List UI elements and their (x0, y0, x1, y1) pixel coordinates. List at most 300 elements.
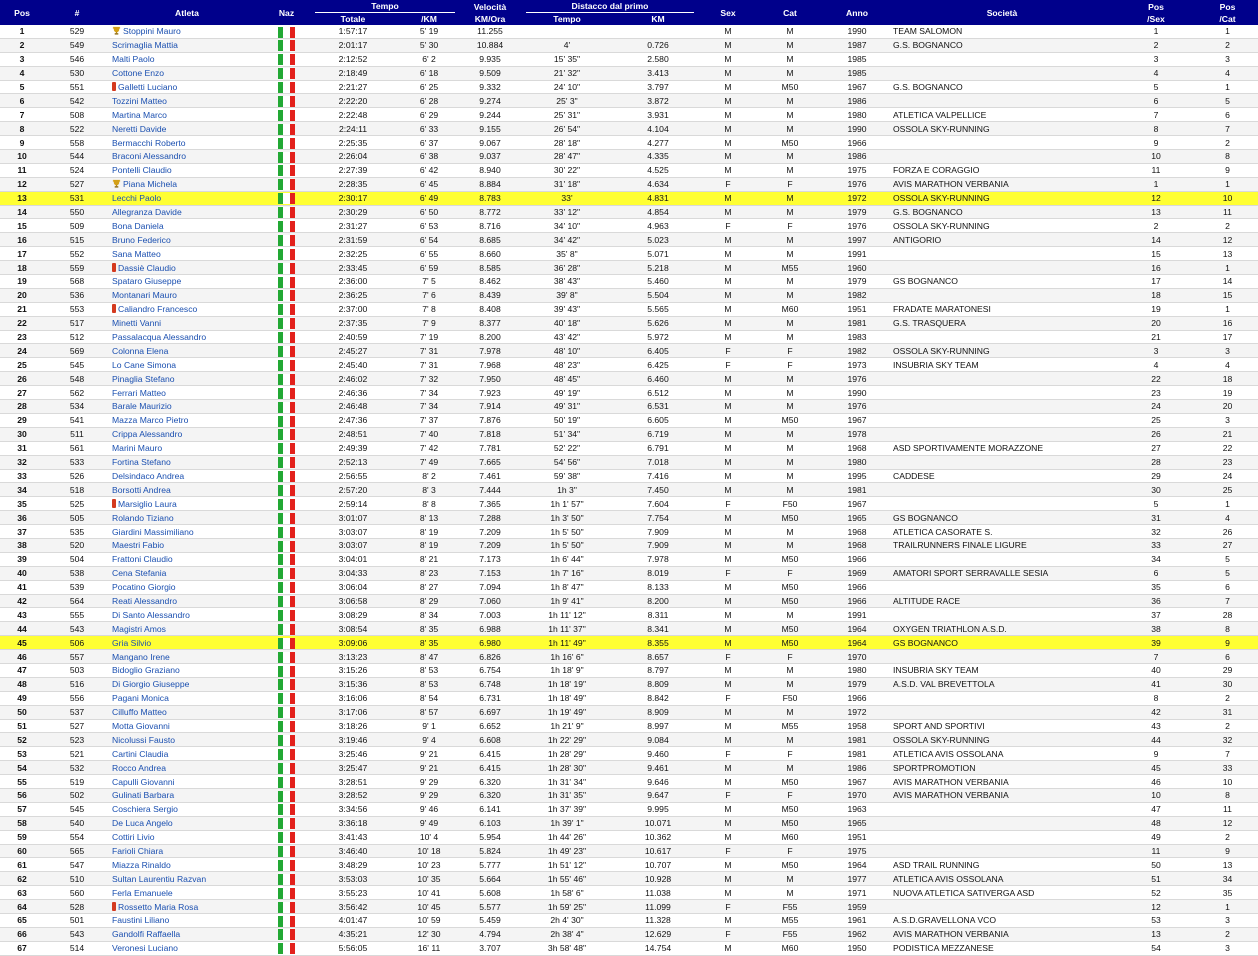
athlete-cell[interactable] (110, 66, 264, 80)
col-cat[interactable]: Cat (755, 0, 825, 25)
category: M (755, 372, 825, 386)
table-row[interactable] (0, 427, 1258, 441)
pos-sex: 1 (1115, 177, 1197, 191)
table-row[interactable] (0, 788, 1258, 802)
gap-km: 8.133 (615, 580, 701, 594)
athlete-name-link[interactable]: Bermacchi Roberto (112, 137, 186, 148)
athlete-cell[interactable] (110, 386, 264, 400)
athlete-cell[interactable] (110, 427, 264, 441)
position: 49 (0, 691, 44, 705)
athlete-name-link[interactable]: Malti Paolo (112, 54, 155, 65)
athlete-name-link[interactable]: Dassiè Claudio (118, 262, 176, 273)
total-time: 3:04:33 (309, 566, 397, 580)
col-time-km[interactable]: /KM (397, 13, 461, 25)
athlete-name-link[interactable]: Tozzini Matteo (112, 95, 167, 106)
pos-cat: 12 (1197, 816, 1258, 830)
table-row[interactable] (0, 844, 1258, 858)
athlete-name-link[interactable]: Neretti Davide (112, 123, 167, 134)
table-row[interactable] (0, 538, 1258, 552)
table-row[interactable] (0, 52, 1258, 66)
athlete-cell[interactable] (110, 80, 264, 94)
table-row[interactable] (0, 802, 1258, 816)
athlete-cell[interactable] (110, 927, 264, 941)
athlete-cell[interactable] (110, 413, 264, 427)
athlete-cell[interactable] (110, 719, 264, 733)
athlete-cell[interactable] (110, 275, 264, 289)
athlete-name-link[interactable]: Lo Cane Simona (112, 359, 177, 370)
table-row[interactable] (0, 719, 1258, 733)
table-row[interactable] (0, 677, 1258, 691)
table-row[interactable] (0, 38, 1258, 52)
athlete-name-link[interactable]: Martina Marco (112, 109, 167, 120)
nation-cell (264, 25, 309, 38)
nation-cell (264, 677, 309, 691)
athlete-cell[interactable] (110, 636, 264, 650)
birth-year: 1972 (825, 191, 889, 205)
nation-cell (264, 705, 309, 719)
athlete-cell[interactable] (110, 886, 264, 900)
table-row[interactable] (0, 191, 1258, 205)
speed: 6.320 (461, 775, 519, 789)
italy-flag-icon (278, 749, 296, 760)
gap-km: 7.604 (615, 497, 701, 511)
table-row[interactable] (0, 358, 1258, 372)
time-per-km: 6' 49 (397, 191, 461, 205)
sex: M (701, 163, 755, 177)
pos-cat: 4 (1197, 511, 1258, 525)
nation-cell (264, 830, 309, 844)
time-per-km: 9' 4 (397, 733, 461, 747)
athlete-name-link[interactable]: Pinaglia Stefano (112, 373, 175, 384)
athlete-name-link[interactable]: Rolando Tiziano (112, 512, 174, 523)
athlete-name-link[interactable]: Coschiera Sergio (112, 804, 178, 815)
athlete-cell[interactable] (110, 914, 264, 928)
col-bib[interactable]: # (44, 0, 110, 25)
table-row[interactable] (0, 525, 1258, 539)
table-row[interactable] (0, 761, 1258, 775)
pos-cat: 2 (1197, 719, 1258, 733)
table-row[interactable] (0, 94, 1258, 108)
athlete-cell[interactable] (110, 122, 264, 136)
athlete-name-link[interactable]: Gria Silvio (112, 637, 152, 648)
table-row[interactable] (0, 497, 1258, 511)
gap-time: 2h 4' 30" (519, 914, 615, 928)
time-per-km: 8' 27 (397, 580, 461, 594)
italy-flag-icon (278, 68, 296, 79)
athlete-cell[interactable] (110, 844, 264, 858)
athlete-cell[interactable] (110, 830, 264, 844)
medal-icon (112, 902, 116, 911)
gap-time: 2h 38' 4" (519, 927, 615, 941)
athlete-cell[interactable] (110, 483, 264, 497)
athlete-name-link[interactable]: Reati Alessandro (112, 595, 177, 606)
sex: M (701, 483, 755, 497)
athlete-name-link[interactable]: Giardini Massimiliano (112, 526, 194, 537)
athlete-cell[interactable] (110, 136, 264, 150)
athlete-cell[interactable] (110, 705, 264, 719)
pos-cat: 10 (1197, 775, 1258, 789)
athlete-cell[interactable] (110, 233, 264, 247)
table-row[interactable] (0, 219, 1258, 233)
athlete-name-link[interactable]: Minetti Vanni (112, 318, 162, 329)
pos-sex: 50 (1115, 858, 1197, 872)
table-row[interactable] (0, 941, 1258, 955)
position: 59 (0, 830, 44, 844)
table-row[interactable] (0, 747, 1258, 761)
athlete-name-link[interactable]: Passalacqua Alessandro (112, 332, 207, 343)
athlete-cell[interactable] (110, 344, 264, 358)
gap-km: 4.277 (615, 136, 701, 150)
table-row[interactable] (0, 372, 1258, 386)
athlete-name-link[interactable]: Colonna Elena (112, 345, 169, 356)
athlete-name-link[interactable]: Farioli Chiara (112, 845, 164, 856)
athlete-cell[interactable] (110, 372, 264, 386)
table-row[interactable] (0, 622, 1258, 636)
athlete-cell[interactable] (110, 441, 264, 455)
table-row[interactable] (0, 636, 1258, 650)
col-year[interactable]: Anno (825, 0, 889, 25)
total-time: 3:25:46 (309, 747, 397, 761)
athlete-cell[interactable] (110, 150, 264, 164)
athlete-name-link[interactable]: Cottiri Livio (112, 832, 155, 843)
time-per-km: 8' 54 (397, 691, 461, 705)
time-per-km: 8' 3 (397, 483, 461, 497)
table-row[interactable] (0, 927, 1258, 941)
table-row[interactable] (0, 302, 1258, 316)
gap-km: 8.200 (615, 594, 701, 608)
athlete-name-link[interactable]: Bruno Federico (112, 234, 171, 245)
athlete-cell[interactable] (110, 191, 264, 205)
table-row[interactable] (0, 413, 1258, 427)
table-row[interactable] (0, 316, 1258, 330)
table-row[interactable] (0, 205, 1258, 219)
athlete-cell[interactable] (110, 733, 264, 747)
position: 2 (0, 38, 44, 52)
pos-sex: 47 (1115, 802, 1197, 816)
athlete-name-link[interactable]: Frattoni Claudio (112, 554, 173, 565)
table-row[interactable] (0, 705, 1258, 719)
athlete-name-link[interactable]: De Luca Angelo (112, 818, 173, 829)
athlete-name-link[interactable]: Ferrari Matteo (112, 387, 166, 398)
athlete-name-link[interactable]: Montanari Mauro (112, 290, 177, 301)
category: M50 (755, 552, 825, 566)
birth-year: 1995 (825, 469, 889, 483)
nation-cell (264, 733, 309, 747)
athlete-cell[interactable] (110, 622, 264, 636)
athlete-cell[interactable] (110, 525, 264, 539)
gap-time: 40' 18" (519, 316, 615, 330)
position: 16 (0, 233, 44, 247)
table-row[interactable] (0, 608, 1258, 622)
athlete-name-link[interactable]: Motta Giovanni (112, 720, 170, 731)
athlete-cell[interactable] (110, 497, 264, 511)
athlete-name-link[interactable]: Sultan Laurentiu Razvan (112, 873, 207, 884)
table-row[interactable] (0, 775, 1258, 789)
athlete-cell[interactable] (110, 358, 264, 372)
athlete-name-link[interactable]: Nicolussi Fausto (112, 734, 176, 745)
athlete-name-link[interactable]: Piana Michela (123, 179, 177, 190)
category: M55 (755, 261, 825, 275)
pos-cat: 1 (1197, 302, 1258, 316)
athlete-cell[interactable] (110, 469, 264, 483)
col-speed[interactable]: Velocità (461, 0, 519, 13)
col-pos[interactable]: Pos (0, 0, 44, 25)
athlete-name-link[interactable]: Spataro Giuseppe (112, 276, 182, 287)
table-row[interactable] (0, 733, 1258, 747)
table-row[interactable] (0, 691, 1258, 705)
table-row[interactable] (0, 469, 1258, 483)
athlete-name-link[interactable]: Pontelli Claudio (112, 165, 172, 176)
gap-km: 9.995 (615, 802, 701, 816)
athlete-cell[interactable] (110, 761, 264, 775)
athlete-name-link[interactable]: Miazza Rinaldo (112, 859, 171, 870)
athlete-cell[interactable] (110, 900, 264, 914)
athlete-name-link[interactable]: Cena Stefania (112, 568, 167, 579)
table-row[interactable] (0, 150, 1258, 164)
table-row[interactable] (0, 872, 1258, 886)
athlete-cell[interactable] (110, 538, 264, 552)
athlete-name-link[interactable]: Di Giorgio Giuseppe (112, 679, 190, 690)
col-time-total[interactable]: Totale (309, 13, 397, 25)
athlete-name-link[interactable]: Ferla Emanuele (112, 887, 173, 898)
bib-number: 524 (44, 163, 110, 177)
table-row[interactable] (0, 594, 1258, 608)
col-society[interactable]: Società (889, 0, 1115, 25)
gap-km: 7.909 (615, 525, 701, 539)
athlete-cell[interactable] (110, 775, 264, 789)
athlete-cell[interactable] (110, 511, 264, 525)
athlete-name-link[interactable]: Delsindaco Andrea (112, 470, 185, 481)
pos-cat: 33 (1197, 761, 1258, 775)
athlete-cell[interactable] (110, 261, 264, 275)
table-row[interactable] (0, 858, 1258, 872)
athlete-cell[interactable] (110, 52, 264, 66)
italy-flag-icon (278, 54, 296, 65)
nation-cell (264, 94, 309, 108)
time-per-km: 7' 31 (397, 358, 461, 372)
athlete-cell[interactable] (110, 566, 264, 580)
table-row[interactable] (0, 816, 1258, 830)
sex: M (701, 775, 755, 789)
table-row[interactable] (0, 163, 1258, 177)
athlete-cell[interactable] (110, 691, 264, 705)
athlete-cell[interactable] (110, 247, 264, 261)
athlete-name-link[interactable]: Marsiglio Laura (118, 498, 177, 509)
athlete-cell[interactable] (110, 288, 264, 302)
athlete-name-link[interactable]: Gandolfi Raffaella (112, 929, 181, 940)
position: 33 (0, 469, 44, 483)
sex: M (701, 275, 755, 289)
col-athlete[interactable]: Atleta (110, 0, 264, 25)
pos-sex: 2 (1115, 219, 1197, 233)
athlete-cell[interactable] (110, 219, 264, 233)
pos-sex: 7 (1115, 108, 1197, 122)
athlete-name-link[interactable]: Lecchi Paolo (112, 193, 162, 204)
table-row[interactable] (0, 580, 1258, 594)
table-row[interactable] (0, 483, 1258, 497)
athlete-name-link[interactable]: Scrimaglia Mattia (112, 40, 178, 51)
athlete-cell[interactable] (110, 163, 264, 177)
athlete-name-link[interactable]: Mazza Marco Pietro (112, 415, 189, 426)
athlete-name-link[interactable]: Bona Daniela (112, 220, 164, 231)
athlete-cell[interactable] (110, 802, 264, 816)
table-row[interactable] (0, 663, 1258, 677)
table-row[interactable] (0, 136, 1258, 150)
sex: M (701, 719, 755, 733)
athlete-cell[interactable] (110, 788, 264, 802)
athlete-cell[interactable] (110, 650, 264, 664)
athlete-name-link[interactable]: Fortina Stefano (112, 457, 171, 468)
table-row[interactable] (0, 886, 1258, 900)
pos-sex: 11 (1115, 163, 1197, 177)
col-pos-sex-top[interactable]: Pos (1115, 0, 1197, 13)
athlete-cell[interactable] (110, 94, 264, 108)
position: 45 (0, 636, 44, 650)
gap-time: 49' 19" (519, 386, 615, 400)
athlete-cell[interactable] (110, 663, 264, 677)
athlete-cell[interactable] (110, 38, 264, 52)
col-gap-km[interactable]: KM (615, 13, 701, 25)
position: 32 (0, 455, 44, 469)
pos-cat: 6 (1197, 108, 1258, 122)
table-row[interactable] (0, 650, 1258, 664)
athlete-name-link[interactable]: Pocatino Giorgio (112, 582, 176, 593)
table-row[interactable] (0, 455, 1258, 469)
athlete-cell[interactable] (110, 205, 264, 219)
position: 53 (0, 747, 44, 761)
athlete-name-link[interactable]: Galletti Luciano (118, 82, 178, 92)
table-row[interactable] (0, 80, 1258, 94)
table-row[interactable] (0, 344, 1258, 358)
athlete-cell[interactable] (110, 552, 264, 566)
table-row[interactable] (0, 914, 1258, 928)
gap-km: 7.909 (615, 538, 701, 552)
athlete-cell[interactable] (110, 108, 264, 122)
athlete-name-link[interactable]: Magistri Amos (112, 623, 166, 634)
col-sex[interactable]: Sex (701, 0, 755, 25)
total-time: 2:28:35 (309, 177, 397, 191)
bib-number: 525 (44, 497, 110, 511)
time-per-km: 7' 34 (397, 400, 461, 414)
time-per-km: 10' 4 (397, 830, 461, 844)
italy-flag-icon (278, 888, 296, 899)
table-row[interactable] (0, 900, 1258, 914)
athlete-name-link[interactable]: Barale Maurizio (112, 401, 172, 412)
athlete-cell[interactable] (110, 608, 264, 622)
athlete-name-link[interactable]: Bidoglio Graziano (112, 665, 180, 676)
athlete-cell[interactable] (110, 455, 264, 469)
athlete-cell[interactable] (110, 316, 264, 330)
athlete-name-link[interactable]: Borsotti Andrea (112, 484, 171, 495)
athlete-name-link[interactable]: Cottone Enzo (112, 68, 165, 79)
table-row[interactable] (0, 66, 1258, 80)
total-time: 3:08:29 (309, 608, 397, 622)
athlete-name-link[interactable]: Maestri Fabio (112, 540, 165, 551)
table-row[interactable] (0, 275, 1258, 289)
athlete-name-link[interactable]: Mangano Irene (112, 651, 170, 662)
athlete-name-link[interactable]: Caliandro Francesco (118, 304, 198, 315)
athlete-name-link[interactable]: Marini Mauro (112, 443, 163, 454)
nation-cell (264, 483, 309, 497)
athlete-cell[interactable] (110, 594, 264, 608)
athlete-cell[interactable] (110, 858, 264, 872)
athlete-name-link[interactable]: Crippa Alessandro (112, 429, 183, 440)
table-row[interactable] (0, 177, 1258, 191)
athlete-name-link[interactable]: Faustini Liliano (112, 915, 170, 926)
position: 57 (0, 802, 44, 816)
table-row[interactable] (0, 261, 1258, 275)
birth-year: 1976 (825, 372, 889, 386)
athlete-name-link[interactable]: Stoppini Mauro (123, 26, 181, 37)
athlete-cell[interactable] (110, 677, 264, 691)
table-row[interactable] (0, 441, 1258, 455)
athlete-name-link[interactable]: Veronesi Luciano (112, 943, 178, 954)
athlete-name-link[interactable]: Di Santo Alessandro (112, 609, 190, 620)
athlete-cell[interactable] (110, 747, 264, 761)
table-row[interactable] (0, 233, 1258, 247)
table-row[interactable] (0, 108, 1258, 122)
pos-cat: 14 (1197, 275, 1258, 289)
athlete-cell[interactable] (110, 580, 264, 594)
pos-cat: 32 (1197, 733, 1258, 747)
col-gap-time[interactable]: Tempo (519, 13, 615, 25)
athlete-name-link[interactable]: Braconi Alessandro (112, 151, 187, 162)
athlete-cell[interactable] (110, 872, 264, 886)
athlete-name-link[interactable]: Cartini Claudia (112, 748, 169, 759)
athlete-cell[interactable] (110, 25, 264, 38)
gap-time: 21' 32" (519, 66, 615, 80)
athlete-name-link[interactable]: Rossetto Maria Rosa (118, 901, 199, 912)
athlete-name-link[interactable]: Sana Matteo (112, 248, 161, 259)
athlete-name-link[interactable]: Capulli Giovanni (112, 776, 175, 787)
table-row[interactable] (0, 566, 1258, 580)
table-row[interactable] (0, 511, 1258, 525)
col-pos-cat-top[interactable]: Pos (1197, 0, 1258, 13)
athlete-cell[interactable] (110, 302, 264, 316)
athlete-cell[interactable] (110, 330, 264, 344)
gap-km: 4.831 (615, 191, 701, 205)
athlete-cell[interactable] (110, 400, 264, 414)
table-row[interactable] (0, 25, 1258, 38)
birth-year: 1986 (825, 94, 889, 108)
athlete-cell[interactable] (110, 816, 264, 830)
table-row[interactable] (0, 288, 1258, 302)
gap-time: 54' 56" (519, 455, 615, 469)
table-row[interactable] (0, 386, 1258, 400)
position: 46 (0, 650, 44, 664)
category: F (755, 788, 825, 802)
society: INSUBRIA SKY TEAM (889, 358, 1115, 372)
athlete-name-link[interactable]: Cilluffo Matteo (112, 707, 167, 718)
table-row[interactable] (0, 247, 1258, 261)
sex: M (701, 872, 755, 886)
table-row[interactable] (0, 330, 1258, 344)
athlete-name-link[interactable]: Gulinati Barbara (112, 790, 175, 801)
col-nation[interactable]: Naz (264, 0, 309, 25)
bib-number: 527 (44, 177, 110, 191)
table-row[interactable] (0, 830, 1258, 844)
pos-cat: 2 (1197, 38, 1258, 52)
athlete-name-link[interactable]: Pagani Monica (112, 693, 169, 704)
table-row[interactable] (0, 400, 1258, 414)
table-row[interactable] (0, 552, 1258, 566)
athlete-name-link[interactable]: Allegranza Davide (112, 207, 182, 218)
athlete-cell[interactable] (110, 177, 264, 191)
birth-year: 1990 (825, 25, 889, 38)
table-row[interactable] (0, 122, 1258, 136)
athlete-name-link[interactable]: Rocco Andrea (112, 762, 166, 773)
athlete-cell[interactable] (110, 941, 264, 955)
